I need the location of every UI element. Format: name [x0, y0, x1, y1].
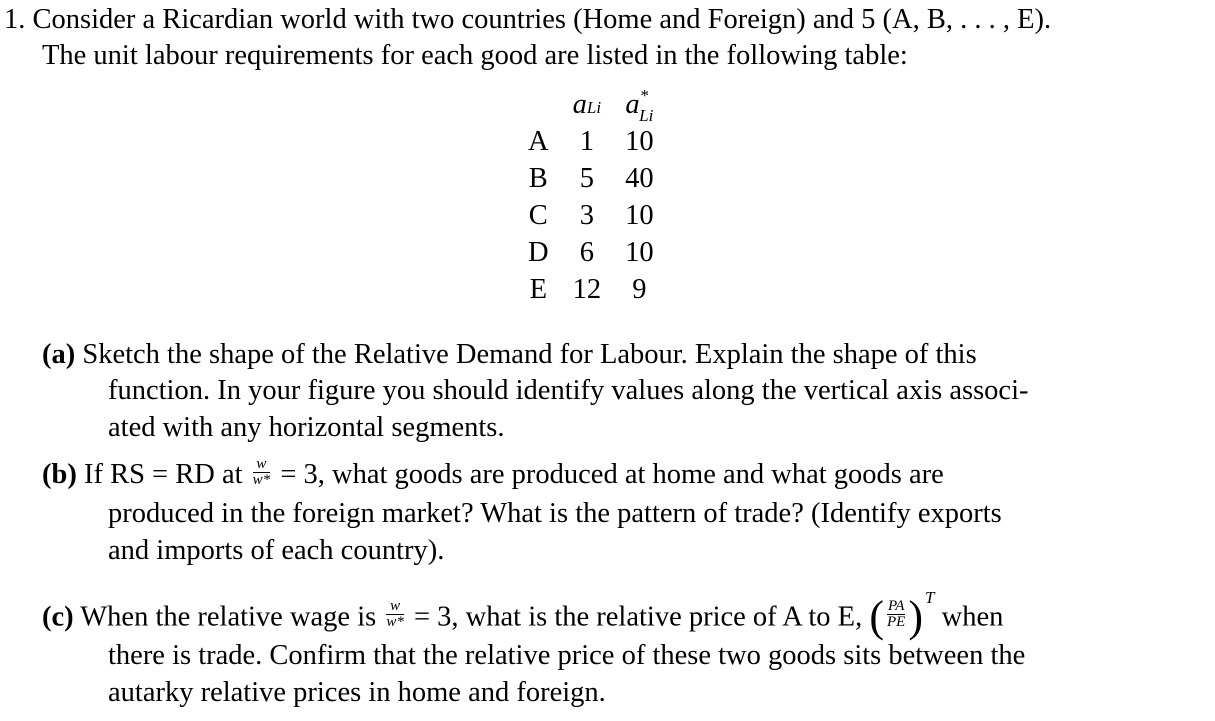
price-denominator: PE: [887, 614, 906, 631]
table-row: [516, 234, 666, 271]
part-c-text-pre: When the relative wage is: [80, 601, 377, 633]
table-row: [516, 160, 666, 197]
part-c-text-mid: = 3, what is the relative price of A to E,: [413, 601, 863, 633]
trade-superscript: T: [925, 588, 935, 607]
part-b-label: (b): [42, 459, 77, 490]
right-paren: ): [908, 591, 924, 641]
part-a-line-2: function. In your figure you should identify values along the vertical axis associ-: [108, 375, 1029, 406]
unit-labour-table: [516, 86, 666, 308]
part-b-line-1: [42, 457, 944, 493]
table-header-home: aLi: [572, 88, 602, 120]
relative-wage-fraction: [386, 599, 404, 630]
cell-home: 12: [572, 273, 602, 305]
cell-good: C: [528, 199, 548, 231]
cell-good: B: [528, 162, 548, 194]
cell-good: D: [528, 236, 549, 268]
table-row: [516, 123, 666, 160]
table-header-row: [516, 86, 666, 123]
cell-foreign: 10: [625, 199, 654, 231]
question-intro-line-1: [4, 2, 1051, 38]
part-b-text-pre: If RS = RD at: [83, 459, 243, 490]
cell-foreign: 10: [625, 236, 654, 268]
part-c-line-3: autarky relative prices in home and foreign.: [108, 677, 606, 708]
cell-home: 3: [579, 199, 594, 231]
part-a-label: (a): [42, 339, 76, 370]
price-numerator: PA: [887, 598, 905, 615]
part-b-text-post: = 3, what goods are produced at home and what goods are: [280, 459, 944, 490]
intro-text-1: Consider a Ricardian world with two countries (Home and Foreign) and 5 (A, B, . . . , E).: [32, 4, 1052, 35]
part-c-line-1: [42, 588, 1004, 641]
cell-home: 5: [579, 162, 594, 194]
part-c-text-post: when: [941, 601, 1004, 633]
part-a-line-1: [42, 337, 977, 373]
left-paren: (: [869, 591, 884, 641]
frac-numerator: w: [386, 599, 404, 615]
cell-good: E: [529, 273, 547, 305]
part-b-line-2: produced in the foreign market? What is the pattern of trade? (Identify exports: [108, 498, 1002, 529]
cell-foreign: 9: [632, 273, 647, 305]
part-b-line-3: and imports of each country).: [108, 535, 445, 566]
relative-wage-fraction: [253, 457, 271, 488]
cell-good: A: [528, 125, 549, 157]
question-number: 1.: [4, 4, 26, 35]
table-header-foreign: $a^*_{Li}$: [625, 85, 654, 125]
frac-denominator: w*: [252, 471, 271, 488]
part-a-line-3: ated with any horizontal segments.: [108, 412, 505, 443]
cell-foreign: 10: [625, 125, 654, 157]
cell-home: 6: [579, 236, 594, 268]
frac-denominator: w*: [386, 614, 404, 631]
frac-numerator: w: [253, 457, 271, 473]
cell-foreign: 40: [625, 162, 654, 194]
question-intro-line-2: The unit labour requirements for each good are listed in the following table:: [42, 40, 908, 71]
part-c-line-2: there is trade. Confirm that the relative price of these two goods sits between the: [108, 640, 1026, 671]
cell-home: 1: [579, 125, 594, 157]
table-row: [516, 197, 666, 234]
part-a-text-1: Sketch the shape of the Relative Demand for Labour. Explain the shape of this: [82, 339, 977, 370]
table-header-good: [516, 86, 561, 123]
table-row: [516, 271, 666, 308]
relative-price-fraction: [887, 599, 905, 630]
part-c-label: (c): [42, 601, 74, 633]
